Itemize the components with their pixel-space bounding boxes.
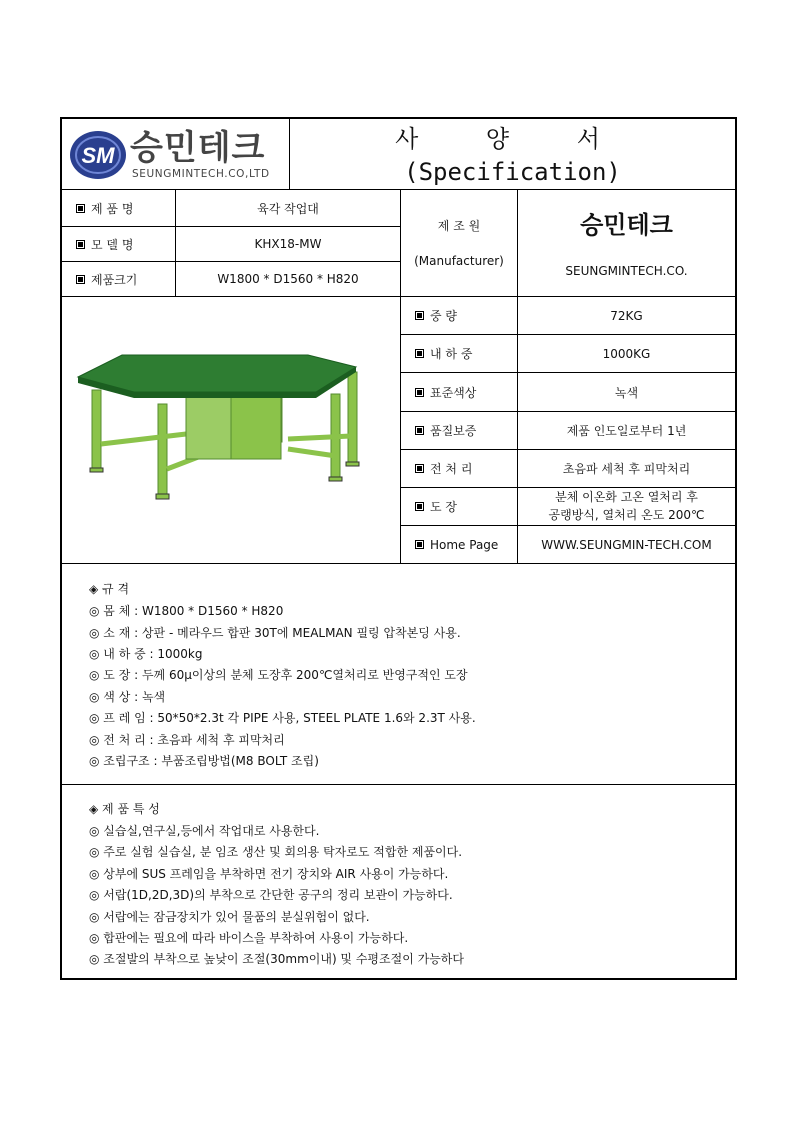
spec-label-load [401, 335, 517, 372]
spec-label-text: 도 장 [430, 500, 457, 514]
features-item: ◎ 상부에 SUS 프레임을 부착하면 전기 장치와 AIR 사용이 가능하다. [89, 867, 449, 881]
features-item: ◎ 실습실,연구실,등에서 작업대로 사용한다. [89, 824, 320, 838]
standard-item: ◎ 전 처 리 : 초음파 세척 후 피막처리 [89, 733, 285, 747]
title-en: (Specification) [404, 158, 621, 186]
spec-value-color: 녹색 [614, 385, 639, 400]
spec-value-painting-line2: 공랭방식, 열처리 온도 200℃ [548, 508, 705, 522]
spec-value-homepage[interactable] [518, 526, 735, 563]
checkbox-filled-icon [76, 240, 85, 249]
checkbox-filled-icon [415, 464, 424, 473]
spec-value-painting [518, 488, 735, 525]
info-label-product-name [62, 190, 175, 226]
standard-item: ◎ 몸 체 : W1800 * D1560 * H820 [89, 604, 284, 618]
manufacturer-label-en: (Manufacturer) [414, 254, 504, 268]
specification-sheet [60, 117, 737, 980]
divider [62, 563, 735, 564]
spec-label-weight [401, 297, 517, 334]
standard-item: ◎ 조립구조 : 부품조립방법(M8 BOLT 조립) [89, 754, 319, 768]
spec-label-text: 내 하 중 [430, 347, 473, 361]
product-image [76, 344, 376, 504]
checkbox-filled-icon [415, 502, 424, 511]
logo-name-en: SEUNGMINTECH.CO,LTD [132, 168, 270, 180]
manufacturer-name: 승민테크 [580, 211, 673, 239]
info-label-text: 모 델 명 [91, 237, 134, 252]
info-label-model [62, 227, 175, 261]
spec-value-load: 1000KG [602, 346, 651, 361]
checkbox-filled-icon [76, 275, 85, 284]
info-label-size [62, 262, 175, 296]
title-ko: 사 양 서 [395, 125, 630, 153]
spec-value-painting-line1: 분체 이온화 고온 열처리 후 [555, 490, 698, 504]
info-label-text: 제품크기 [91, 272, 138, 287]
spec-label-color [401, 373, 517, 411]
logo-mark-icon [68, 128, 128, 182]
spec-label-painting [401, 488, 517, 525]
hexagon-workbench-illustration-icon [76, 344, 376, 504]
logo-name: 승민테크 [130, 128, 266, 168]
standard-item: ◎ 도 장 : 두께 60μ이상의 분체 도장후 200℃열처리로 반영구적인 도장 [89, 668, 468, 682]
checkbox-filled-icon [415, 388, 424, 397]
standard-item: ◎ 색 상 : 녹색 [89, 690, 166, 704]
checkbox-filled-icon [415, 349, 424, 358]
standard-heading: ◈ 규 격 [89, 582, 130, 596]
features-item: ◎ 조절발의 부착으로 높낮이 조절(30mm이내) 및 수평조절이 가능하다 [89, 952, 464, 966]
spec-label-text: 전 처 리 [430, 462, 473, 476]
info-label-text: 제 품 명 [91, 201, 134, 216]
company-logo [68, 128, 288, 186]
standard-item: ◎ 프 레 임 : 50*50*2.3t 각 PIPE 사용, STEEL PLATE 1.6와 2.3T 사용. [89, 711, 476, 725]
spec-label-text: 품질보증 [430, 424, 477, 438]
checkbox-filled-icon [415, 540, 424, 549]
spec-label-text: 중 량 [430, 309, 457, 323]
info-value-size: W1800 * D1560 * H820 [217, 272, 359, 286]
info-value-model: KHX18-MW [254, 237, 322, 251]
features-item: ◎ 합판에는 필요에 따라 바이스을 부착하여 사용이 가능하다. [89, 931, 409, 945]
features-item: ◎ 주로 실험 실습실, 분 임조 생산 및 회의용 탁자로도 적합한 제품이다. [89, 845, 463, 859]
standard-item: ◎ 내 하 중 : 1000kg [89, 647, 203, 661]
standard-item: ◎ 소 재 : 상판 - 메라우드 합판 30T에 MEALMAN 필링 압착본딩 사용. [89, 626, 461, 640]
spec-label-text: 표준색상 [430, 385, 477, 400]
spec-label-pretreatment [401, 450, 517, 487]
features-heading: ◈ 제 품 특 성 [89, 802, 160, 816]
checkbox-filled-icon [415, 426, 424, 435]
checkbox-filled-icon [76, 204, 85, 213]
features-item: ◎ 서랍에는 잠금장치가 있어 물품의 분실위험이 없다. [89, 910, 370, 924]
spec-value-pretreatment: 초음파 세척 후 피막처리 [562, 462, 691, 476]
manufacturer-label-ko: 제 조 원 [437, 219, 481, 233]
checkbox-filled-icon [415, 311, 424, 320]
spec-value-weight: 72KG [610, 308, 643, 323]
spec-label-warranty [401, 412, 517, 449]
spec-value-warranty: 제품 인도일로부터 1년 [566, 424, 687, 438]
homepage-link[interactable]: WWW.SEUNGMIN-TECH.COM [541, 537, 712, 552]
info-value-product-name: 육각 작업대 [257, 201, 319, 216]
divider [62, 784, 735, 785]
logo-mark-text: SM [81, 143, 115, 168]
features-item: ◎ 서랍(1D,2D,3D)의 부착으로 간단한 공구의 정리 보관이 가능하다. [89, 888, 453, 902]
spec-label-text: Home Page [430, 537, 499, 552]
manufacturer-name-en: SEUNGMINTECH.CO. [565, 264, 688, 278]
spec-label-homepage [401, 526, 517, 563]
